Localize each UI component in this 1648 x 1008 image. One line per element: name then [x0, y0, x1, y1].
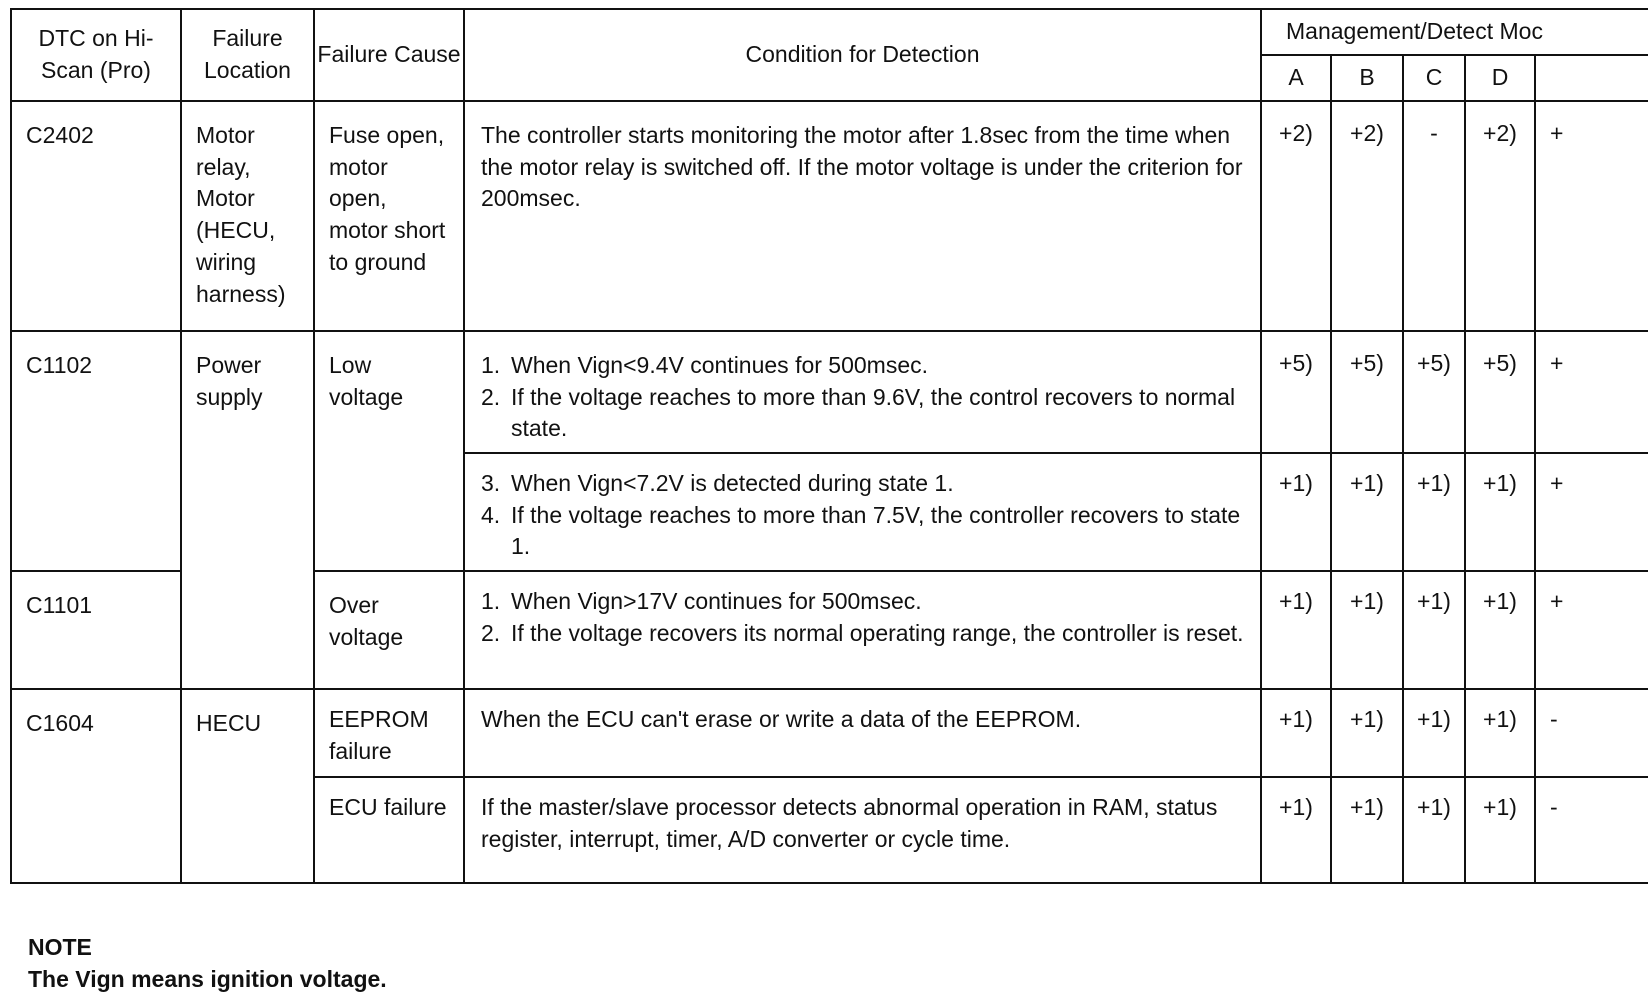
condition-step: 2. If the voltage recovers its normal operating range, the controller is reset.: [481, 619, 1244, 646]
header-row: [11, 9, 1648, 55]
mode-b-value: +2): [1331, 101, 1403, 331]
dtc-table: [10, 8, 1648, 884]
header-management: Management/Detect Moc: [1261, 9, 1648, 55]
mode-d-value: +5): [1465, 331, 1535, 453]
detection-condition: [464, 453, 1261, 571]
detection-condition: If the master/slave processor detects abnormal operation in RAM, status register, interrupt, timer, A/D converter or cycle time.: [464, 777, 1261, 883]
failure-cause: ECU failure: [314, 777, 464, 883]
header-mode-d: D: [1465, 55, 1535, 101]
condition-step: 1. When Vign<9.4V continues for 500msec.: [481, 352, 929, 378]
detection-condition: When the ECU can't erase or write a data of the EEPROM.: [464, 689, 1261, 777]
mode-d-value: +2): [1465, 101, 1535, 331]
mode-e-value: +: [1535, 331, 1648, 453]
header-failure-location: Failure Location: [181, 9, 314, 101]
mode-e-value: +: [1535, 571, 1648, 689]
failure-location: Power supply: [181, 331, 314, 689]
mode-d-value: +1): [1465, 777, 1535, 883]
failure-cause: Fuse open, motor open, motor short to ground: [314, 101, 464, 331]
header-mode-a: A: [1261, 55, 1331, 101]
mode-b-value: +1): [1331, 689, 1403, 777]
mode-d-value: +1): [1465, 689, 1535, 777]
mode-a-value: +1): [1261, 777, 1331, 883]
failure-cause: EEPROM failure: [314, 689, 464, 777]
mode-c-value: +1): [1403, 777, 1465, 883]
header-mode-e: [1535, 55, 1648, 101]
mode-a-value: +5): [1261, 331, 1331, 453]
failure-location: Motor relay, Motor (HECU, wiring harness): [181, 101, 314, 331]
header-mode-c: C: [1403, 55, 1465, 101]
mode-c-value: +1): [1403, 689, 1465, 777]
condition-step: 3. When Vign<7.2V is detected during state 1.: [481, 470, 954, 496]
mode-e-value: -: [1535, 777, 1648, 883]
detection-condition: [464, 571, 1261, 689]
mode-c-value: +1): [1403, 571, 1465, 689]
note-block: [28, 932, 387, 995]
mode-c-value: +5): [1403, 331, 1465, 453]
mode-e-value: +: [1535, 101, 1648, 331]
header-dtc: DTC on Hi-Scan (Pro): [11, 9, 181, 101]
condition-step: 2. If the voltage reaches to more than 9.6V, the control recovers to normal state.: [481, 383, 1236, 442]
mode-a-value: +1): [1261, 453, 1331, 571]
mode-a-value: +1): [1261, 571, 1331, 689]
condition-step: 1. When Vign>17V continues for 500msec.: [481, 588, 922, 614]
mode-e-value: -: [1535, 689, 1648, 777]
mode-b-value: +1): [1331, 571, 1403, 689]
detection-condition: [464, 331, 1261, 453]
mode-c-value: -: [1403, 101, 1465, 331]
condition-step: 4. If the voltage reaches to more than 7.5V, the controller recovers to state 1.: [481, 501, 1241, 560]
mode-d-value: +1): [1465, 453, 1535, 571]
mode-d-value: +1): [1465, 571, 1535, 689]
header-failure-cause: Failure Cause: [314, 9, 464, 101]
mode-b-value: +1): [1331, 777, 1403, 883]
mode-e-value: +: [1535, 453, 1648, 571]
failure-cause: Over voltage: [314, 571, 464, 689]
header-condition: Condition for Detection: [464, 9, 1261, 101]
failure-cause: Low voltage: [314, 331, 464, 571]
note-text: The Vign means ignition voltage.: [28, 965, 387, 992]
dtc-code: C1101: [11, 571, 181, 689]
mode-c-value: +1): [1403, 453, 1465, 571]
table-row: [11, 101, 1648, 331]
failure-location: HECU: [181, 689, 314, 883]
mode-b-value: +5): [1331, 331, 1403, 453]
header-mode-b: B: [1331, 55, 1403, 101]
mode-a-value: +1): [1261, 689, 1331, 777]
table-row: [11, 331, 1648, 453]
dtc-code: C1102: [11, 331, 181, 571]
mode-a-value: +2): [1261, 101, 1331, 331]
mode-b-value: +1): [1331, 453, 1403, 571]
detection-condition: The controller starts monitoring the motor after 1.8sec from the time when the motor relay is switched off. If the motor voltage is under the criterion for 200msec.: [464, 101, 1261, 331]
dtc-code: C1604: [11, 689, 181, 883]
note-title: NOTE: [28, 934, 92, 960]
dtc-code: C2402: [11, 101, 181, 331]
table-row: [11, 689, 1648, 777]
